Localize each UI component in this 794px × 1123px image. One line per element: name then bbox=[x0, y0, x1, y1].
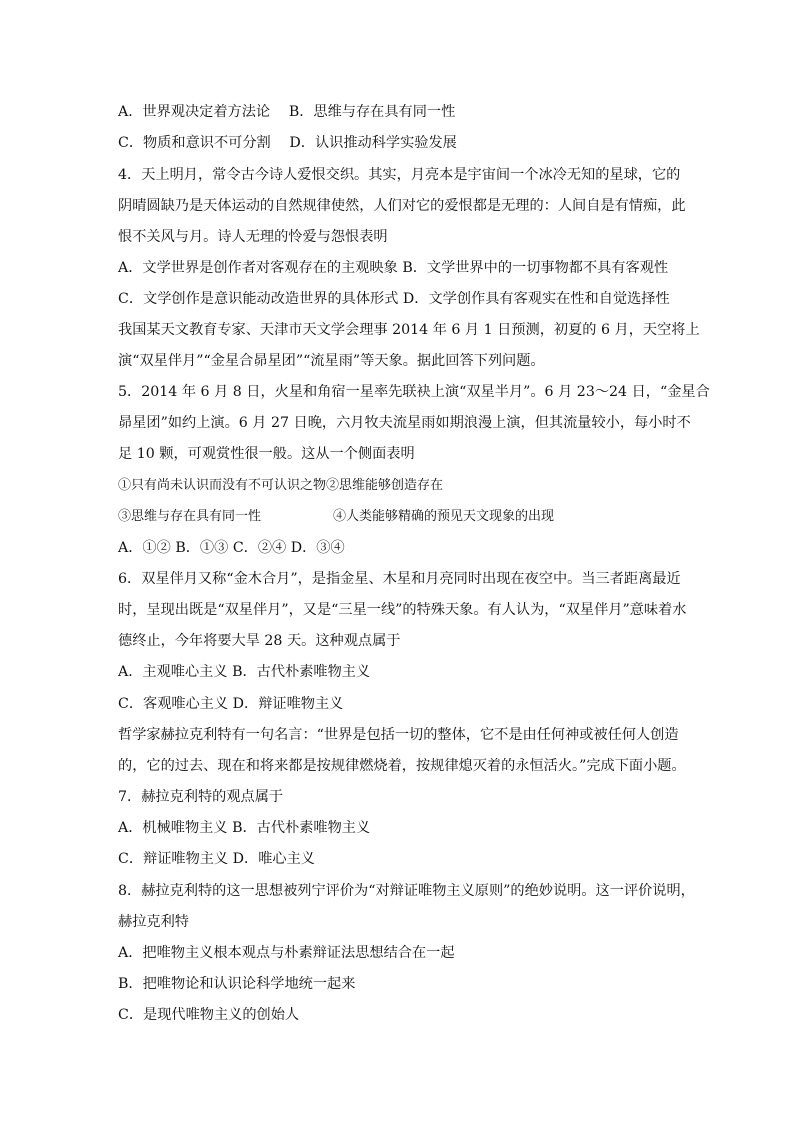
q4-options-cd: C．文学创作是意识能动改造世界的具体形式 D．文学创作具有客观实在性和自觉选择性 bbox=[118, 291, 670, 307]
q8-option-a: A．把唯物主义根本观点与朴素辩证法思想结合在一起 bbox=[118, 945, 455, 961]
q3-options-ab: A．世界观决定着方法论 B．思维与存在具有同一性 bbox=[118, 104, 456, 120]
passage-astronomy-line-1: 我国某天文教育专家、天津市天文学会理事 2014 年 6 月 1 日预测，初夏的 6 月，天空将上 bbox=[118, 322, 700, 338]
q5-stem-line-3: 足 10 颗，可观赏性很一般。这从一个侧面表明 bbox=[118, 446, 415, 462]
q4-stem-line-3: 恨不关风与月。诗人无理的怜爱与怨恨表明 bbox=[118, 229, 388, 245]
passage-heraclitus-line-2: 的，它的过去、现在和将来都是按规律燃烧着，按规律熄灭着的永恒活火。”完成下面小题。 bbox=[118, 758, 686, 774]
q6-stem-line-1: 6．双星伴月又称“金木合月”，是指金星、木星和月亮同时出现在夜空中。当三者距离最近 bbox=[118, 571, 681, 587]
q4-options-ab: A．文学世界是创作者对客观存在的主观映象 B．文学世界中的一切事物都不具有客观性 bbox=[118, 260, 669, 276]
q4-stem-line-2: 阴晴圆缺乃是天体运动的自然规律使然，人们对它的爱恨都是无理的：人间自是有情痴，此 bbox=[118, 198, 686, 214]
q5-stem-line-1: 5．2014 年 6 月 8 日，火星和角宿一星率先联袂上演“双星半月”。6 月 23～24 日，“金星合 bbox=[118, 384, 710, 400]
q4-stem-line-1: 4．天上明月，常令古今诗人爱恨交织。其实，月亮本是宇宙间一个冰冷无知的星球，它的 bbox=[118, 167, 681, 183]
q7-stem: 7．赫拉克利特的观点属于 bbox=[118, 789, 284, 805]
passage-astronomy-line-2: 演“双星伴月”“金星合昴星团”“流星雨”等天象。据此回答下列问题。 bbox=[118, 353, 545, 369]
q8-stem-line-2: 赫拉克利特 bbox=[118, 914, 189, 930]
q6-stem-line-2: 时，呈现出既是“双星伴月”，又是“三星一线”的特殊天象。有人认为，“双星伴月”意味着水 bbox=[118, 602, 687, 618]
q7-options-ab: A．机械唯物主义 B．古代朴素唯物主义 bbox=[118, 820, 371, 836]
q7-options-cd: C．辩证唯物主义 D．唯心主义 bbox=[118, 851, 315, 867]
q5-statement-4: ④人类能够精确的预见天文现象的出现 bbox=[333, 509, 555, 524]
q8-stem-line-1: 8．赫拉克利特的这一思想被列宁评价为“对辩证唯物主义原则”的绝妙说明。这一评价说明， bbox=[118, 883, 695, 899]
q3-options-cd: C．物质和意识不可分割 D．认识推动科学实验发展 bbox=[118, 135, 457, 151]
q8-option-b: B．把唯物论和认识论科学地统一起来 bbox=[118, 976, 356, 992]
q6-stem-line-3: 德终止，今年将要大旱 28 天。这种观点属于 bbox=[118, 633, 401, 649]
q6-options-ab: A．主观唯心主义 B．古代朴素唯物主义 bbox=[118, 664, 371, 680]
q6-options-cd: C．客观唯心主义 D．辩证唯物主义 bbox=[118, 696, 344, 712]
q5-stem-line-2: 昴星团”如约上演。6 月 27 日晚，六月牧夫流星雨如期浪漫上演，但其流量较小，每小时不 bbox=[118, 415, 691, 431]
q5-options: A．①② B．①③ C．②④ D．③④ bbox=[118, 540, 345, 556]
passage-heraclitus-line-1: 哲学家赫拉克利特有一句名言：“世界是包括一切的整体，它不是由任何神或被任何人创造 bbox=[118, 727, 679, 743]
q8-option-c: C．是现代唯物主义的创始人 bbox=[118, 1007, 300, 1023]
q5-statements-line-2 bbox=[118, 507, 554, 527]
q5-statements-line-1: ①只有尚未认识而没有不可认识之物②思维能够创造存在 bbox=[118, 478, 444, 493]
q5-statement-3: ③思维与存在具有同一性 bbox=[118, 509, 262, 524]
